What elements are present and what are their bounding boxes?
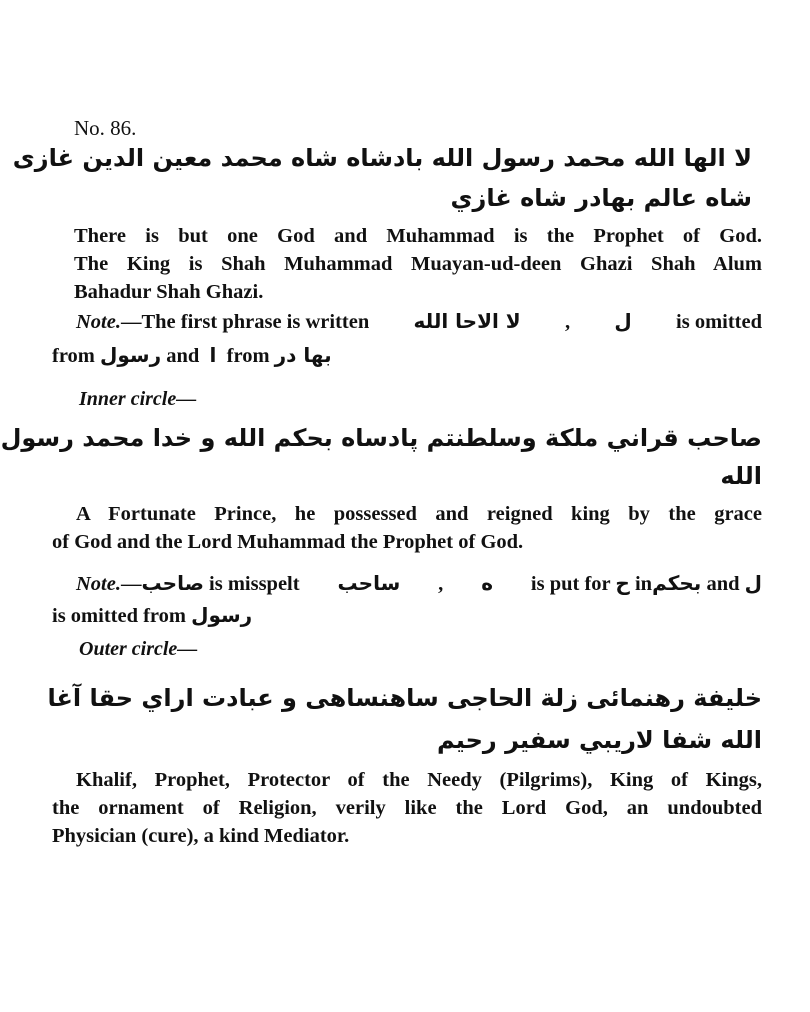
translation-1-line-3: Bahadur Shah Ghazi. <box>74 281 264 303</box>
outer-circle-line-2: الله شفا لاريبي سفير رحيم <box>436 726 762 754</box>
note-2-arabic-5: بحكم <box>652 571 702 595</box>
translation-paragraph-1 <box>74 222 762 306</box>
note-1-arabic-5: بها در <box>274 343 332 367</box>
note-2-text-4: and <box>706 573 740 595</box>
translation-paragraph-2 <box>52 500 762 556</box>
note-2-label: Note. <box>76 573 121 595</box>
note-1-comma: , <box>564 311 571 333</box>
note-2-text-1: is misspelt <box>209 573 300 595</box>
coin-number-heading: No. 86. <box>74 116 137 140</box>
translation-1-line-2: The King is Shah Muhammad Muayan-ud-deen Ghazi Shah Alum <box>74 253 762 275</box>
note-2-text-3: in <box>634 573 653 595</box>
inscription-line-2: شاه عالم بهادر شاه غازي <box>450 184 752 212</box>
translation-1-line-1: There is but one God and Muhammad is the Prophet of God. <box>74 225 762 247</box>
translation-3-line-3: Physician (cure), a kind Mediator. <box>52 825 350 847</box>
inner-circle-line-2: الله <box>720 462 762 490</box>
note-2-arabic-6: ل <box>744 571 762 595</box>
note-1-line-1 <box>76 306 762 337</box>
outer-circle-label: Outer circle— <box>79 638 198 660</box>
note-2-text-5: is omitted from <box>52 605 186 627</box>
note-2-arabic-4: ح <box>615 571 630 595</box>
note-2-arabic-2: ساحب <box>337 571 401 595</box>
note-2-arabic-1: صاحب <box>141 571 204 595</box>
translation-paragraph-3 <box>52 766 762 850</box>
translation-2-line-2: of God and the Lord Muhammad the Prophet of God. <box>52 531 524 553</box>
outer-circle-line-1: خليفة رهنمائى زلة الحاجى ساهنساهى و عبادت اراي حقا آغا <box>47 684 762 712</box>
translation-3-line-2: the ornament of Religion, verily like the Lord God, an undoubted <box>52 797 762 819</box>
note-1-text-2: is omitted <box>676 311 762 333</box>
note-2-text-2: is put for <box>530 573 611 595</box>
note-2-arabic-3: ه <box>481 571 494 595</box>
note-1-line-2 <box>52 340 332 371</box>
note-2-line-2 <box>52 600 252 631</box>
note-1-text-1: The first phrase is written <box>141 311 370 333</box>
note-2-dash: — <box>120 573 142 595</box>
inner-circle-label: Inner circle— <box>79 388 197 410</box>
note-2-line-1 <box>76 568 762 599</box>
inscription-line-1: لا الها الله محمد رسول الله بادشاه شاه محمد معين الدين غازى <box>12 144 752 172</box>
note-1-text-3: from <box>52 345 95 367</box>
note-1-label: Note. <box>76 311 121 333</box>
note-2-arabic-7: رسول <box>191 603 253 627</box>
note-1-text-5: from <box>226 345 270 367</box>
note-2-comma: , <box>438 573 444 595</box>
note-1-arabic-4: ا <box>209 343 217 367</box>
inner-circle-line-1: صاحب قراني ملكة وسلطنتم پادساه بحكم الله و خدا محمد رسول <box>0 424 762 452</box>
note-1-dash: — <box>120 311 142 333</box>
note-1-arabic-1: لا الاحا الله <box>413 309 521 333</box>
note-1-text-4: and <box>166 345 200 367</box>
note-1-arabic-3: رسول <box>100 343 162 367</box>
translation-3-line-1: Khalif, Prophet, Protector of the Needy (Pilgrims), King of Kings, <box>76 769 762 791</box>
translation-2-line-1: A Fortunate Prince, he possessed and reigned king by the grace <box>76 503 762 525</box>
note-1-arabic-2: ل <box>614 309 632 333</box>
